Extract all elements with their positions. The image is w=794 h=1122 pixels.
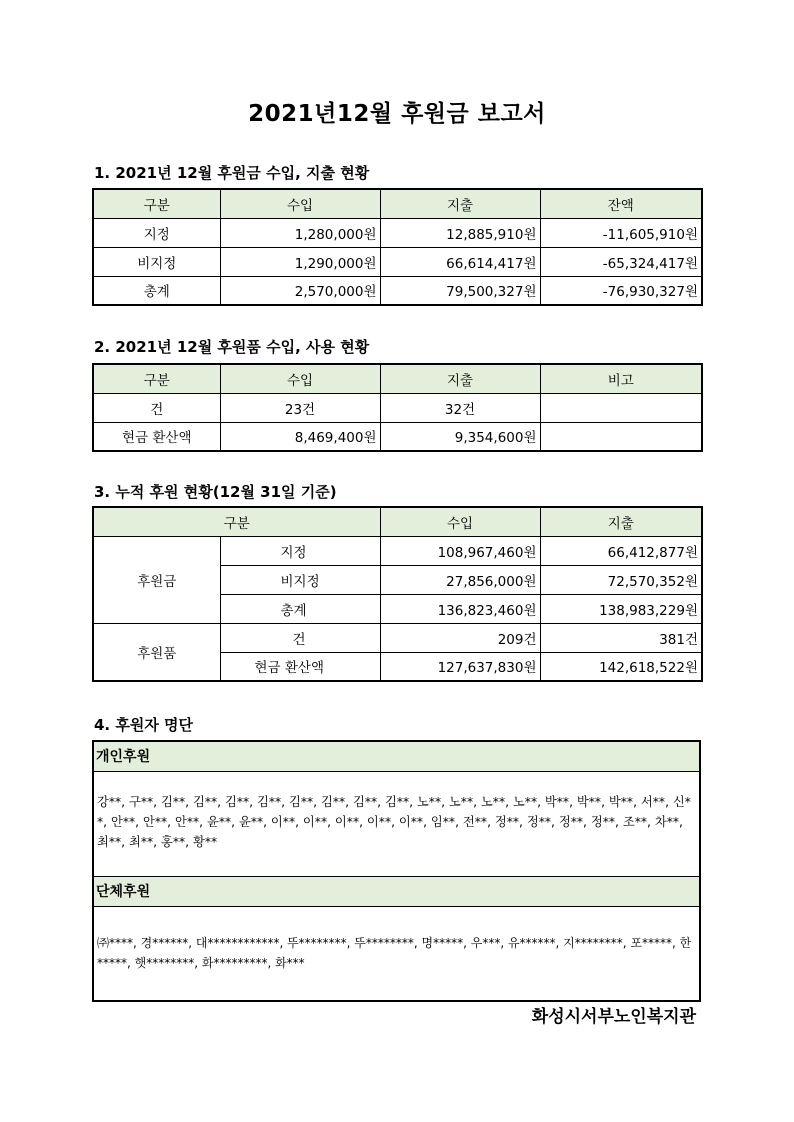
section2-heading: 2. 2021년 12월 후원품 수입, 사용 현황 bbox=[94, 338, 370, 356]
header-cell: 수입 bbox=[220, 189, 380, 218]
expense-cell: 138,983,229원 bbox=[540, 594, 702, 623]
table-row bbox=[93, 276, 702, 305]
category-cell: 현금 환산액 bbox=[220, 652, 380, 681]
section1-table bbox=[92, 188, 703, 306]
income-cell: 2,570,000원 bbox=[220, 276, 380, 305]
individual-donors-label: 개인후원 bbox=[94, 742, 699, 772]
category-cell: 비지정 bbox=[220, 565, 380, 594]
group-donors-list: ㈜****, 경******, 대************, 뚜********, 뚜********, 명*****, 우***, 유******, 지********, 포*****, 한*****, 햇********, 화*********, 화*** bbox=[97, 936, 692, 970]
category-cell: 비지정 bbox=[93, 247, 220, 276]
table-row bbox=[93, 218, 702, 247]
category-cell: 지정 bbox=[93, 218, 220, 247]
table-row bbox=[93, 623, 702, 652]
group-donors-label: 단체후원 bbox=[94, 877, 699, 907]
table-header-row bbox=[93, 364, 702, 393]
header-cell: 구분 bbox=[93, 507, 380, 536]
category-cell: 총계 bbox=[220, 594, 380, 623]
remark-cell bbox=[540, 393, 702, 422]
balance-cell: -65,324,417원 bbox=[540, 247, 702, 276]
organization-name: 화성시서부노인복지관 bbox=[531, 1007, 696, 1027]
donor-list-box bbox=[92, 740, 701, 1002]
table-row bbox=[93, 422, 702, 451]
expense-cell: 66,412,877원 bbox=[540, 536, 702, 565]
header-cell: 구분 bbox=[93, 364, 220, 393]
income-cell: 1,290,000원 bbox=[220, 247, 380, 276]
category-cell: 건 bbox=[220, 623, 380, 652]
section3-table bbox=[92, 506, 703, 682]
category-cell: 총계 bbox=[93, 276, 220, 305]
expense-cell: 66,614,417원 bbox=[380, 247, 540, 276]
section1-heading: 1. 2021년 12월 후원금 수입, 지출 현황 bbox=[94, 164, 370, 182]
header-cell: 구분 bbox=[93, 189, 220, 218]
income-cell: 8,469,400원 bbox=[220, 422, 380, 451]
balance-cell: -76,930,327원 bbox=[540, 276, 702, 305]
income-cell: 23건 bbox=[220, 393, 380, 422]
table-row bbox=[93, 536, 702, 565]
section2-table bbox=[92, 363, 703, 452]
page-title: 2021년12월 후원금 보고서 bbox=[248, 101, 546, 127]
income-cell: 108,967,460원 bbox=[380, 536, 540, 565]
category-cell: 지정 bbox=[220, 536, 380, 565]
header-cell: 잔액 bbox=[540, 189, 702, 218]
expense-cell: 79,500,327원 bbox=[380, 276, 540, 305]
category-cell: 현금 환산액 bbox=[93, 422, 220, 451]
expense-cell: 72,570,352원 bbox=[540, 565, 702, 594]
income-cell: 209건 bbox=[380, 623, 540, 652]
section4-heading: 4. 후원자 명단 bbox=[94, 716, 194, 734]
header-cell: 지출 bbox=[540, 507, 702, 536]
table-header-row bbox=[93, 507, 702, 536]
remark-cell bbox=[540, 422, 702, 451]
income-cell: 1,280,000원 bbox=[220, 218, 380, 247]
income-cell: 127,637,830원 bbox=[380, 652, 540, 681]
expense-cell: 142,618,522원 bbox=[540, 652, 702, 681]
header-cell: 비고 bbox=[540, 364, 702, 393]
table-row bbox=[93, 247, 702, 276]
category-cell: 건 bbox=[93, 393, 220, 422]
expense-cell: 9,354,600원 bbox=[380, 422, 540, 451]
income-cell: 136,823,460원 bbox=[380, 594, 540, 623]
table-row bbox=[93, 393, 702, 422]
header-cell: 지출 bbox=[380, 364, 540, 393]
expense-cell: 32건 bbox=[380, 393, 540, 422]
header-cell: 수입 bbox=[220, 364, 380, 393]
table-header-row bbox=[93, 189, 702, 218]
individual-donors-list: 강**, 구**, 김**, 김**, 김**, 김**, 김**, 김**, 김**, 김**, 노**, 노**, 노**, 노**, 박**, 박**, 박**, 서**, 신**, 안**, 안**, 안**, 윤**, 윤**, 이**, 이**, 이**, 이**, 이**, 임**, 전**, 정**, 정**, 정**, 정**, 조**, 차**, 최**, 최**, 홍**, 황** bbox=[94, 772, 699, 877]
section3-heading: 3. 누적 후원 현황(12월 31일 기준) bbox=[94, 483, 337, 501]
balance-cell: -11,605,910원 bbox=[540, 218, 702, 247]
header-cell: 수입 bbox=[380, 507, 540, 536]
income-cell: 27,856,000원 bbox=[380, 565, 540, 594]
group-cell: 후원금 bbox=[93, 536, 220, 623]
header-cell: 지출 bbox=[380, 189, 540, 218]
expense-cell: 381건 bbox=[540, 623, 702, 652]
expense-cell: 12,885,910원 bbox=[380, 218, 540, 247]
group-cell: 후원품 bbox=[93, 623, 220, 681]
